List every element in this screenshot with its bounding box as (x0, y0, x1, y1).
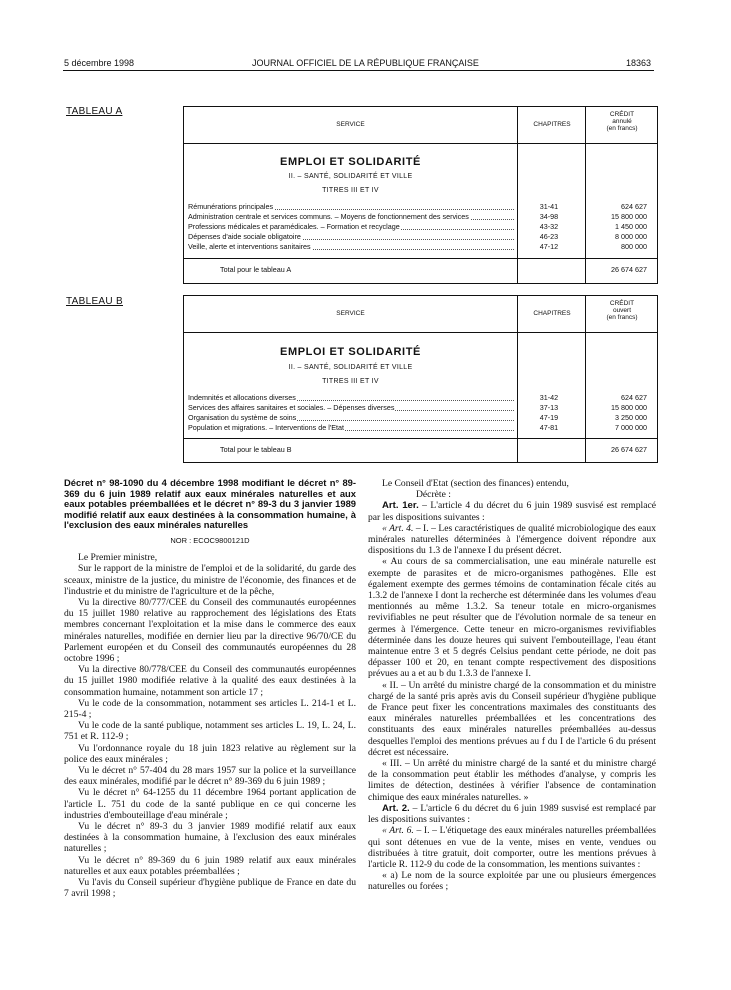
header-page-number: 18363 (626, 58, 652, 68)
section-title: II. – SANTÉ, SOLIDARITÉ ET VILLE (288, 173, 413, 180)
article-1: Art. 1er. – L'article 4 du décret du 6 juin 1989 susvisé est remplacé par les dispositions suivantes : (368, 500, 656, 523)
paragraph: Vu le code de la consommation, notamment ses articles L. 214-1 et L. 215-4 ; (64, 697, 356, 721)
table-row: Administration centrale et services communs. – Moyens de fonctionnement des services 34-98 15 800 000 (188, 212, 647, 221)
col-credit-header: CRÉDIT ouvert (en francs) (585, 296, 658, 332)
tableau-a-total-row: Total pour le tableau A 26 674 627 (184, 262, 657, 278)
paragraph: Vu le décret n° 89-3 du 3 janvier 1989 modifié relatif aux eaux destinées à la consommation humaine, à l'exclusion des eaux minérales naturelles ; (64, 821, 356, 855)
ministry-title: EMPLOI ET SOLIDARITÉ (280, 156, 421, 168)
table-row: Rémunérations principales 31-41 624 627 (188, 202, 647, 211)
tableau-b-total: 26 674 627 (611, 445, 647, 454)
paragraph: Vu l'ordonnance royale du 18 juin 1823 relative au règlement sur la police des eaux minérales ; (64, 742, 356, 765)
col-chapitres-header: CHAPITRES (533, 121, 571, 128)
nor-reference: NOR : ECOC9800121D (170, 535, 250, 545)
col-chapitres-header: CHAPITRES (533, 310, 571, 317)
paragraph: Sur le rapport de la ministre de l'emploi et de la solidarité, du garde des sceaux, ministre de la justice, du ministre de l'économie, des finances et de l'industrie et du ministre de l'agriculture et de la pêche, (64, 563, 356, 597)
paragraph: « a) Le nom de la source exploitée par une ou plusieurs émergences naturelles ou forées ; (368, 870, 656, 893)
paragraph: « Art. 6. – I. – L'étiquetage des eaux minérales naturelles préemballées qui sont détenues en vue de la vente, mises en vente, vendues ou distribuées à titre gratuit, doit comporter, outre les mentions prévues à l'article R. 112-9 du code de la consommation, les mentions suivantes : (368, 825, 656, 870)
table-row: Professions médicales et paramédicales. – Formation et recyclage 43-32 1 450 000 (188, 222, 647, 231)
tableau-a-header-row (184, 107, 657, 144)
paragraph: Vu le décret n° 64-1255 du 11 décembre 1964 portant application de l'article L. 751 du code de la santé publique en ce qui concerne les industries d'embouteillage d'eau minérale ; (64, 787, 356, 821)
tableau-b-label: TABLEAU B (66, 296, 123, 307)
section-title: II. – SANTÉ, SOLIDARITÉ ET VILLE (288, 364, 413, 371)
tableau-b-header-row (184, 296, 657, 333)
tableau-b-rows (188, 393, 657, 433)
paragraph: Vu le décret n° 57-404 du 28 mars 1957 sur la police et la surveillance des eaux minérales, modifié par le décret n° 89-369 du 6 juin 1989 ; (64, 765, 356, 788)
paragraph: Vu la directive 80/778/CEE du Conseil des communautés européennes du 15 juillet 1980 modifiée relative à la qualité des eaux destinées à la consommation humaine, notamment son article 17 ; (64, 664, 356, 698)
paragraph: « Art. 4. – I. – Les caractéristiques de qualité microbiologique des eaux minérales naturelles déterminées à l'émergence doivent répondre aux dispositions du 1.3 de l'annexe I du présent décret. (368, 522, 656, 557)
header-rule (63, 70, 654, 71)
paragraph: « III. – Un arrêté du ministre chargé de la santé et du ministre chargé de la consommation peut établir les méthodes d'analyse, y compris les limites de détection, destinées à vérifier l'absence de contamination chimique des eaux minérales naturelles. » (368, 758, 656, 803)
titres-title: TITRES III ET IV (322, 378, 379, 385)
col-credit-header: CRÉDIT annulé (en francs) (585, 107, 658, 143)
decret-title: Décret n° 98-1090 du 4 décembre 1998 modifiant le décret n° 89-369 du 6 juin 1989 relatif aux eaux minérales naturelles et aux eaux potables préemballées et le décret n° 89-3 du 3 janvier 1989 modifié relatif aux eaux destinées à la consommation humaine, à l'exclusion des eaux minérales naturelles (64, 477, 356, 531)
right-column (368, 478, 656, 893)
paragraph: « Au cours de sa commercialisation, une eau minérale naturelle est exempte de parasites et de micro-organismes pathogènes. Elle est également exempte des germes témoins de contamination fécale cités au 1.3.2 de l'annexe I dont la recherche est déterminée dans les volumes d'eau mentionnés au même 1.3.2. Sa teneur totale en micro-organismes revivifiables ne peut résulter que de l'évolution normale de sa teneur en germes à l'émergence. Cette teneur en micro-organismes revivifiables déterminée dans les douze heures qui suivent l'embouteillage, l'eau étant maintenue entre 3 et 5 degrés Celsius pendant cette période, ne doit pas dépasser 100 et 20, en tenant compte respectivement des dispositions prévues au a et au b du 1.3.3 de l'annexe I. (368, 556, 656, 680)
titres-title: TITRES III ET IV (322, 187, 379, 194)
tableau-a-rows (188, 202, 657, 252)
paragraph: Vu l'avis du Conseil supérieur d'hygiène publique de France en date du 7 avril 1998 ; (64, 877, 356, 900)
header-date: 5 décembre 1998 (64, 58, 135, 68)
decrete-line: Décrète : (416, 489, 451, 501)
paragraph: Vu le décret n° 89-369 du 6 juin 1989 relatif aux eaux minérales naturelles et aux eaux potables préemballées ; (64, 854, 356, 877)
paragraph: Vu la directive 80/777/CEE du Conseil des communautés européennes du 15 juillet 1980 relative au rapprochement des législations des Etats membres concernant l'exploitation et la mise dans le commerce des eaux minérales naturelles, modifiée en dernier lieu par la directive 96/70/CE du Parlement européen et du Conseil des communautés européennes du 28 octobre 1996 ; (64, 596, 356, 664)
article-2: Art. 2. – L'article 6 du décret du 6 juin 1989 susvisé est remplacé par les dispositions suivantes : (368, 802, 656, 826)
tableau-a (183, 106, 658, 284)
paragraph: « II. – Un arrêté du ministre chargé de la consommation et du ministre chargé de la santé pris après avis du Conseil supérieur d'hygiène publique de France peut fixer les concentrations maximales des constituants des eaux minérales naturelles préemballées et les concentrations des constituants des eaux minérales naturelles préemballées au-dessus desquelles l'emploi des mentions prévues au f du I de l'article 6 du présent décret est nécessaire. (368, 679, 656, 758)
tableau-b (183, 295, 658, 463)
table-row: Dépenses d'aide sociale obligatoire 46-23 8 000 000 (188, 232, 647, 241)
table-row: Services des affaires sanitaires et sociales. – Dépenses diverses 37-13 15 800 000 (188, 403, 647, 412)
tableau-a-total: 26 674 627 (611, 265, 647, 274)
paragraph: Le Premier ministre, (78, 552, 158, 564)
table-row: Organisation du système de soins 47-19 3 250 000 (188, 413, 647, 422)
ministry-title: EMPLOI ET SOLIDARITÉ (280, 346, 421, 358)
table-row: Veille, alerte et interventions sanitaires 47-12 800 000 (188, 242, 647, 251)
tableau-b-total-row: Total pour le tableau B 26 674 627 (184, 442, 657, 458)
left-column (64, 478, 356, 899)
header-journal: JOURNAL OFFICIEL DE LA RÉPUBLIQUE FRANÇAISE (252, 58, 479, 68)
table-row: Indemnités et allocations diverses 31-42 624 627 (188, 393, 647, 402)
table-row: Population et migrations. – Interventions de l'Etat 47-81 7 000 000 (188, 423, 647, 432)
paragraph: Le Conseil d'Etat (section des finances) entendu, (382, 478, 569, 489)
paragraph: Vu le code de la santé publique, notamment ses articles L. 19, L. 24, L. 751 et R. 112-9 ; (64, 720, 356, 743)
col-service-header: SERVICE (336, 121, 365, 128)
col-service-header: SERVICE (336, 310, 365, 317)
tableau-a-label: TABLEAU A (66, 106, 123, 117)
